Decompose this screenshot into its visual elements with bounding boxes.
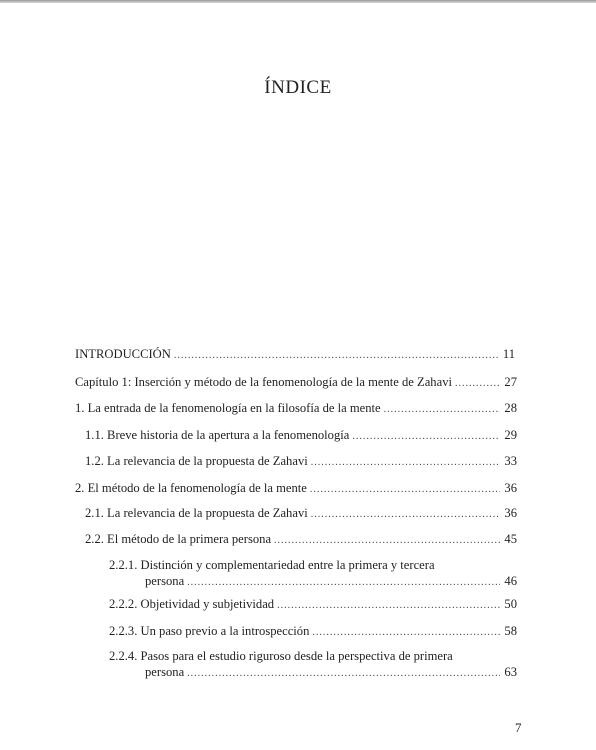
dot-leader <box>384 402 500 418</box>
toc-entry-label: 1.2. La relevancia de la propuesta de Zahavi <box>85 454 308 468</box>
toc-entry-label: 2.2. El método de la primera persona <box>85 532 272 546</box>
toc-entry-2-2-3[interactable] <box>109 623 517 641</box>
dot-leader <box>311 455 500 471</box>
toc-entry-1-2[interactable] <box>85 453 517 471</box>
toc-entry-page: 45 <box>504 532 517 546</box>
toc-entry-label: 1.1. Breve historia de la apertura a la fenomenología <box>85 428 350 442</box>
toc-entry-label: 2. El método de la fenomenología de la mente <box>75 481 307 495</box>
dot-leader <box>174 348 498 364</box>
toc-entry-page: 27 <box>504 375 517 389</box>
toc-entry-label: 2.2.1. Distinción y complementariedad entre la primera y tercera <box>109 558 435 572</box>
toc-entry-capitulo-1[interactable] <box>75 374 517 392</box>
dot-leader <box>277 598 500 614</box>
toc-entry-label: 2.1. La relevancia de la propuesta de Zahavi <box>85 506 308 520</box>
toc-entry-page: 11 <box>502 347 515 361</box>
toc-entry-label-continuation: persona <box>145 665 185 679</box>
dot-leader <box>312 625 500 641</box>
toc-entry-2[interactable] <box>75 480 517 498</box>
dot-leader <box>455 376 500 392</box>
dot-leader <box>187 666 500 682</box>
toc-entry-2-2-4[interactable] <box>109 648 517 682</box>
toc-entry-label: 2.2.3. Un paso previo a la introspección <box>109 624 310 638</box>
dot-leader <box>311 507 500 523</box>
toc-entry-2-2-1[interactable] <box>109 557 517 591</box>
toc-entry-label-continuation: persona <box>145 574 185 588</box>
toc-entry-label: 2.2.4. Pasos para el estudio riguroso desde la perspectiva de primera <box>109 649 453 663</box>
page-title: ÍNDICE <box>264 77 332 98</box>
dot-leader <box>310 482 500 498</box>
toc-entry-page: 33 <box>504 454 517 468</box>
toc-entry-page: 63 <box>504 665 517 679</box>
toc-entry-page: 28 <box>504 401 517 415</box>
toc-entry-2-1[interactable] <box>85 505 517 523</box>
toc-entry-2-2[interactable] <box>85 531 517 549</box>
toc-entry-page: 36 <box>504 506 517 520</box>
toc-entry-label: 1. La entrada de la fenomenología en la filosofía de la mente <box>75 401 381 415</box>
dot-leader <box>187 575 500 591</box>
dot-leader <box>352 429 500 445</box>
dot-leader <box>274 533 500 549</box>
toc-entry-page: 50 <box>504 597 517 611</box>
toc-entry-1-1[interactable] <box>85 427 517 445</box>
toc-entry-label: 2.2.2. Objetividad y subjetividad <box>109 597 275 611</box>
toc-entry-label: INTRODUCCIÓN <box>75 347 171 361</box>
toc-entry-1[interactable] <box>75 400 517 418</box>
toc-entry-label: Capítulo 1: Inserción y método de la fenomenología de la mente de Zahavi <box>75 375 452 389</box>
toc-entry-page: 58 <box>504 624 517 638</box>
toc-entry-page: 46 <box>504 574 517 588</box>
page-number: 7 <box>515 720 522 735</box>
toc-entry-2-2-2[interactable] <box>109 596 517 614</box>
toc-entry-page: 29 <box>504 428 517 442</box>
toc-entry-introduccion[interactable] <box>75 346 515 364</box>
toc-entry-page: 36 <box>504 481 517 495</box>
